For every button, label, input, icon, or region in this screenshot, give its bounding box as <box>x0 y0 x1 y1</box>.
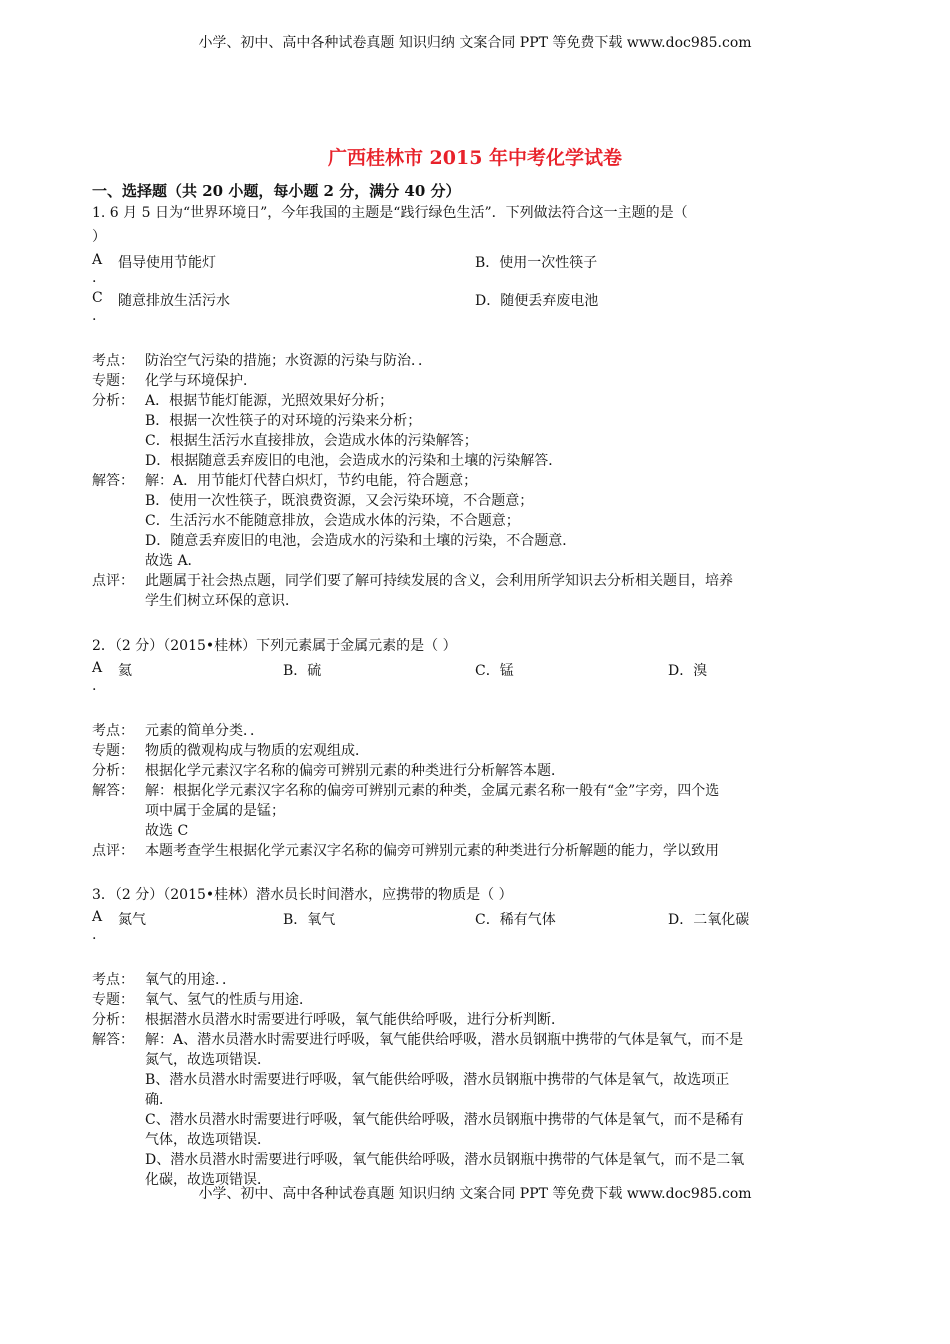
q1-option-c: 随意排放生活污水 <box>118 293 230 309</box>
q2-kaodian-label: 考点： <box>92 723 134 739</box>
q1-option-a-letter: A <box>92 252 103 268</box>
q1-jieda-line: D．随意丢弃废旧的电池，会造成水的污染和土壤的污染，不合题意． <box>145 533 577 549</box>
q3-stem: 3．（2 分）（2015•桂林）潜水员长时间潜水，应携带的物质是（ ） <box>92 887 513 903</box>
q3-option-c: C．稀有气体 <box>475 912 556 928</box>
q3-jieda-line: C、潜水员潜水时需要进行呼吸，氧气能供给呼吸，潜水员钢瓶中携带的气体是氧气，而不是稀有 <box>145 1112 744 1128</box>
section-heading: 一、选择题（共 20 小题，每小题 2 分，满分 40 分） <box>92 182 461 200</box>
q1-kaodian-label: 考点： <box>92 353 134 369</box>
q1-dianping-line: 学生们树立环保的意识． <box>145 593 299 609</box>
q1-dot-2: . <box>92 308 97 324</box>
q1-kaodian: 防治空气污染的措施；水资源的污染与防治．． <box>145 353 432 369</box>
q3-jieda-line: D、潜水员潜水时需要进行呼吸，氧气能供给呼吸，潜水员钢瓶中携带的气体是氧气，而不是二氧 <box>145 1152 745 1168</box>
q1-option-d: D．随便丢弃废电池 <box>475 293 599 309</box>
q3-jieda-line: 气体，故选项错误． <box>145 1132 271 1148</box>
q1-jieda-label: 解答： <box>92 473 134 489</box>
q1-option-a: 倡导使用节能灯 <box>118 255 216 271</box>
q3-dot: . <box>92 927 97 943</box>
q2-kaodian: 元素的简单分类．． <box>145 723 264 739</box>
q3-option-a-letter: A <box>92 909 103 925</box>
q1-zhuanti: 化学与环境保护． <box>145 373 257 389</box>
q1-fenxi-label: 分析： <box>92 393 134 409</box>
q3-zhuanti: 氧气、氢气的性质与用途． <box>145 992 313 1008</box>
q2-jieda-label: 解答： <box>92 783 134 799</box>
q1-stem-line2: ） <box>92 229 106 245</box>
q2-dianping-label: 点评： <box>92 843 134 859</box>
q3-kaodian-label: 考点： <box>92 972 134 988</box>
q1-dianping-line: 此题属于社会热点题，同学们要了解可持续发展的含义，会利用所学知识去分析相关题目，培养 <box>145 573 733 589</box>
q2-fenxi: 根据化学元素汉字名称的偏旁可辨别元素的种类进行分析解答本题． <box>145 763 565 779</box>
q1-dianping-label: 点评： <box>92 573 134 589</box>
q2-zhuanti: 物质的微观构成与物质的宏观组成． <box>145 743 369 759</box>
page-header: 小学、初中、高中各种试卷真题 知识归纳 文案合同 PPT 等免费下载 www.doc985.com <box>198 35 752 51</box>
q1-fenxi-line: D．根据随意丢弃废旧的电池，会造成水的污染和土壤的污染解答． <box>145 453 563 469</box>
q2-zhuanti-label: 专题： <box>92 743 134 759</box>
q2-dot: . <box>92 678 97 694</box>
q3-jieda-line: 化碳，故选项错误． <box>145 1172 271 1188</box>
page-footer: 小学、初中、高中各种试卷真题 知识归纳 文案合同 PPT 等免费下载 www.doc985.com <box>198 1186 752 1202</box>
q1-fenxi-line: C．根据生活污水直接排放，会造成水体的污染解答； <box>145 433 478 449</box>
q3-zhuanti-label: 专题： <box>92 992 134 1008</box>
q3-jieda-line: 解：A、潜水员潜水时需要进行呼吸，氧气能供给呼吸，潜水员钢瓶中携带的气体是氧气，而不是 <box>145 1032 744 1048</box>
q2-option-c: C．锰 <box>475 663 514 679</box>
q1-zhuanti-label: 专题： <box>92 373 134 389</box>
q2-option-a: 氦 <box>118 663 132 679</box>
q1-jieda-line: C．生活污水不能随意排放，会造成水体的污染，不合题意； <box>145 513 520 529</box>
q3-option-d: D．二氧化碳 <box>668 912 750 928</box>
q2-option-d: D．溴 <box>668 663 708 679</box>
q1-option-c-letter: C <box>92 290 103 306</box>
q2-dianping: 本题考查学生根据化学元素汉字名称的偏旁可辨别元素的种类进行分析解题的能力，学以致用 <box>145 843 719 859</box>
q3-option-b: B．氧气 <box>283 912 336 928</box>
q3-jieda-label: 解答： <box>92 1032 134 1048</box>
q2-option-a-letter: A <box>92 660 103 676</box>
q2-jieda-line: 解：根据化学元素汉字名称的偏旁可辨别元素的种类，金属元素名称一般有“金”字旁，四个选 <box>145 783 720 799</box>
q3-option-a: 氮气 <box>118 912 146 928</box>
q1-dot-1: . <box>92 270 97 286</box>
q2-jieda-line: 故选 C <box>145 823 189 839</box>
q3-fenxi-label: 分析： <box>92 1012 134 1028</box>
q2-jieda-line: 项中属于金属的是锰； <box>145 803 285 819</box>
q1-fenxi-line: B．根据一次性筷子的对环境的污染来分析； <box>145 413 422 429</box>
q2-fenxi-label: 分析： <box>92 763 134 779</box>
q2-stem: 2．（2 分）（2015•桂林）下列元素属于金属元素的是（ ） <box>92 638 457 654</box>
q1-jieda-line: B．使用一次性筷子，既浪费资源，又会污染环境，不合题意； <box>145 493 534 509</box>
q3-jieda-line: 氮气，故选项错误． <box>145 1052 271 1068</box>
q2-option-b: B．硫 <box>283 663 322 679</box>
q1-stem-line1: 1. 6 月 5 日为“世界环境日”，今年我国的主题是“践行绿色生活”．下列做法符合这一主题的是（ <box>92 205 688 221</box>
q3-kaodian: 氧气的用途．． <box>145 972 236 988</box>
q1-jieda-line: 故选 A． <box>145 553 202 569</box>
q1-fenxi-line: A．根据节能灯能源，光照效果好分析； <box>145 393 394 409</box>
q1-jieda-line: 解：A．用节能灯代替白炽灯，节约电能，符合题意； <box>145 473 478 489</box>
q3-fenxi: 根据潜水员潜水时需要进行呼吸，氧气能供给呼吸，进行分析判断． <box>145 1012 565 1028</box>
q3-jieda-line: 确． <box>145 1092 173 1108</box>
q1-option-b: B．使用一次性筷子 <box>475 255 598 271</box>
q3-jieda-line: B、潜水员潜水时需要进行呼吸，氧气能供给呼吸，潜水员钢瓶中携带的气体是氧气，故选项正 <box>145 1072 730 1088</box>
exam-title: 广西桂林市 2015 年中考化学试卷 <box>327 147 623 169</box>
